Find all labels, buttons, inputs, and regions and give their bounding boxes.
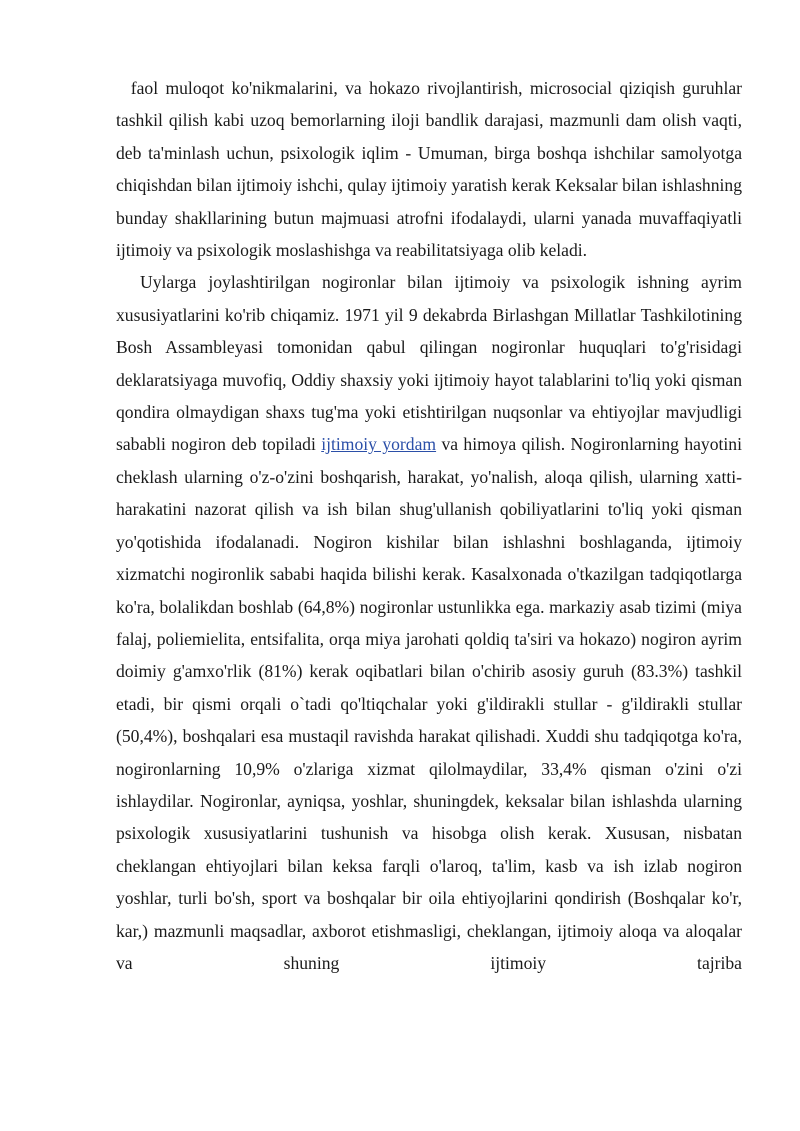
paragraph-disabled-persons (116, 266, 742, 979)
social-assistance-link[interactable]: ijtimoiy yordam (321, 434, 437, 455)
paragraph-text: faol muloqot ko'nikmalarini, va hokazo rivojlantirish, microsocial qiziqish guruhlar tashkil qilish kabi uzoq bemorlarning iloji bandlik darajasi, mazmunli dam olish vaqti, deb ta'minlash uchun, psixologik iqlim - Umuman, birga boshqa ishchilar samolyotga chiqishdan bilan ijtimoiy ishchi, qulay ijtimoiy yaratish kerak Keksalar bilan ishlashning bunday shakllarining butun majmuasi atrofni ifodalaydi, ularni yanada muvaffaqiyatli ijtimoiy va psixologik moslashishga va reabilitatsiyaga olib keladi. (116, 78, 743, 261)
document-page (116, 72, 742, 979)
paragraph-text-before-link: Uylarga joylashtirilgan nogironlar bilan ijtimoiy va psixologik ishning ayrim xususiyatlarini ko'rib chiqamiz. 1971 yil 9 dekabrda Birlashgan Millatlar Tashkilotining Bosh Assambleyasi tomonidan qabul qilingan nogironlar huquqlari to'g'risidagi deklaratsiyaga muvofiq, Oddiy shaxsiy yoki ijtimoiy hayot talablarini to'liq yoki qisman qondira olmaydigan shaxs tug'ma yoki etishtirilgan nuqsonlar va ehtiyojlar mavjudligi sababli nogiron deb topiladi (116, 272, 742, 455)
paragraph-text-after-link: va himoya qilish. Nogironlarning hayotini cheklash ularning o'z-o'zini boshqarish, harakat, yo'nalish, aloqa qilish, ularning xatti-harakatini nazorat qilish va ish bilan shug'ullanish qobiliyatlarini to'liq yoki qisman yo'qotishida ifodalanadi. Nogiron kishilar bilan ishlashni boshlaganda, ijtimoiy xizmatchi nogironlik sababi haqida bilishi kerak. Kasalxonada o'tkazilgan tadqiqotlarga ko'ra, bolalikdan boshlab (64,8%) nogironlar ustunlikka ega. markaziy asab tizimi (miya falaj, poliemielita, entsifalita, orqa miya jarohati qoldiq ta'siri va hokazo) nogiron ayrim doimiy g'amxo'rlik (81%) kerak oqibatlari bilan o'chirib asosiy guruh (83.3%) tashkil etadi, bir qismi orqali o`tadi qo'ltiqchalar yoki g'ildirakli stullar - g'ildirakli stullar (50,4%), boshqalari esa mustaqil ravishda harakat qilishadi. Xuddi shu tadqiqotga ko'ra, nogironlarning 10,9% o'zlariga xizmat qilolmaydilar, 33,4% qisman o'zini o'zi ishlaydilar. Nogironlar, ayniqsa, yoshlar, shuningdek, keksalar bilan ishlashda ularning psixologik xususiyatlarini tushunish va hisobga olish kerak. Xususan, nisbatan cheklangan ehtiyojlari bilan keksa farqli o'laroq, ta'lim, kasb va ish izlab nogiron yoshlar, turli bo'sh, sport va boshqalar bir oila ehtiyojlarini qondirish (Boshqalar ko'r, kar,) mazmunli maqsadlar, axborot etishmasligi, cheklangan, ijtimoiy aloqa va aloqalar va shuning ijtimoiy tajriba (116, 434, 742, 973)
paragraph-indent (116, 272, 140, 292)
paragraph-social-work-elderly (116, 72, 742, 266)
paragraph-indent (116, 78, 131, 98)
